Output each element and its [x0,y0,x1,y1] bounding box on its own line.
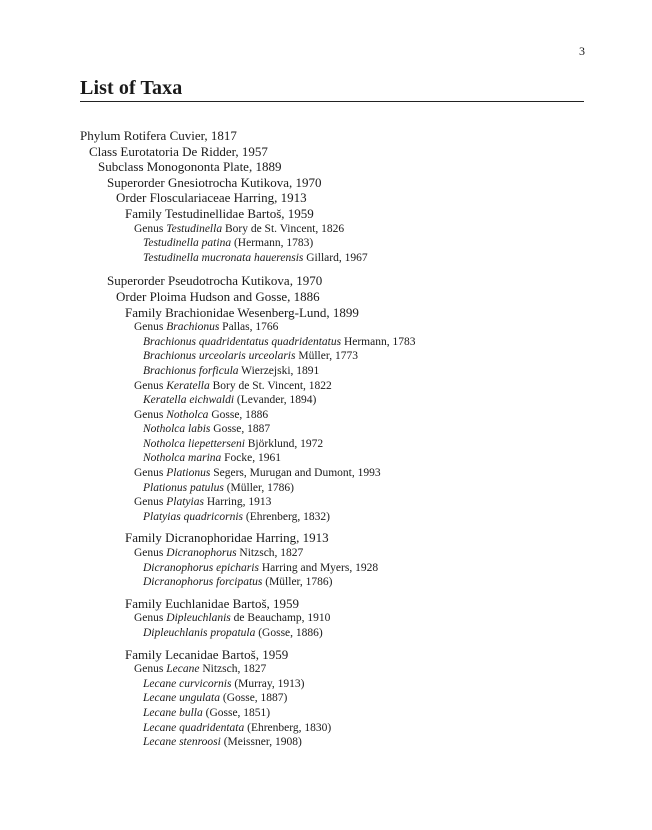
taxon-name: Notholca marina [143,452,222,465]
taxon-entry [80,611,612,626]
taxon-authority: Gosse, 1887 [210,423,271,436]
taxon-entry [80,561,612,576]
taxon-authority: (Gosse, 1887) [219,692,288,705]
taxon-authority: (Ehrenberg, 1830) [244,721,332,734]
taxon-entry [80,393,612,408]
taxon-entry [80,596,612,612]
taxon-rank: Genus [134,379,167,392]
taxon-name: Testudinella [166,222,223,235]
taxon-entry [80,222,612,237]
taxon-entry [80,379,612,394]
taxon-entry [80,159,612,175]
taxon-entry [80,546,612,561]
taxon-name: Brachionidae [165,304,235,320]
taxon-rank: Family [125,646,166,662]
taxon-name: Lecane [166,663,200,676]
taxon-name: Brachionus urceolaris urceolaris [143,350,296,363]
taxon-entry [80,691,612,706]
taxon-name: Brachionus quadridentatus quadridentatus [143,335,342,348]
taxon-authority: de Beauchamp, 1910 [230,612,331,625]
title-rule [80,101,584,102]
taxon-name: Dicranophorus forcipatus [143,576,263,589]
taxon-authority: Kutikova, 1970 [238,273,323,289]
taxon-authority: (Meissner, 1908) [220,736,302,749]
taxon-authority: Focke, 1961 [221,452,281,465]
taxon-entry [80,647,612,663]
taxon-rank: Genus [134,663,167,676]
taxon-entry [80,349,612,364]
taxon-entry [80,408,612,423]
taxon-authority: (Ehrenberg, 1832) [243,510,330,523]
taxon-entry [80,626,612,641]
taxon-name: Notholca liepetterseni [143,437,245,450]
taxon-authority: Müller, 1773 [295,350,358,363]
taxon-name: Gnesiotrocha [168,174,238,190]
taxon-authority: Nitzsch, 1827 [236,547,304,560]
taxon-name: Testudinella mucronata hauerensis [143,251,304,264]
taxon-entry [80,190,612,206]
taxon-name: Notholca [166,408,209,421]
taxon-authority: Bory de St. Vincent, 1826 [222,222,345,235]
taxon-name: Lecanidae [165,646,219,662]
taxon-rank: Genus [134,612,167,625]
taxon-entry [80,175,612,191]
taxon-name: Dicranophorus epicharis [143,561,259,574]
taxon-entry [80,422,612,437]
taxon-entry [80,206,612,222]
taxon-name: Plationus [166,467,211,480]
taxon-authority: (Levander, 1894) [234,394,317,407]
taxon-entry [80,530,612,546]
taxon-authority: (Murray, 1913) [231,677,305,690]
taxon-name: Lecane bulla [143,706,203,719]
taxon-authority: Harring, 1913 [252,530,329,546]
taxon-name: Dicranophoridae [165,530,253,546]
taxon-authority: Hudson and Gosse, 1886 [186,288,320,304]
taxon-rank: Subclass [98,159,147,175]
taxon-name: Dipleuchlanis [166,612,231,625]
taxon-entry [80,251,612,266]
taxon-entry [80,495,612,510]
taxon-authority: De Ridder, 1957 [178,143,268,159]
taxon-rank: Family [125,205,165,221]
taxon-authority: Harring and Myers, 1928 [258,561,379,574]
taxon-rank: Class [89,143,121,159]
taxon-name: Dipleuchlanis propatula [143,627,256,639]
taxon-authority: Wierzejski, 1891 [238,364,320,377]
taxon-entry [80,236,612,251]
taxon-entry [80,510,612,525]
taxon-entry [80,735,612,750]
taxon-name: Dicranophorus [166,547,237,560]
taxon-rank: Genus [134,496,167,509]
taxon-authority: Bory de St. Vincent, 1822 [209,379,332,392]
taxon-name: Rotifera [123,128,167,143]
taxon-rank: Genus [134,222,167,235]
taxon-rank: Superorder [107,174,169,190]
taxon-authority: Björklund, 1972 [244,437,324,450]
taxon-name: Lecane curvicornis [143,677,232,690]
taxon-authority: Bartoš, 1959 [229,595,300,611]
taxon-name: Pseudotrocha [168,273,239,289]
taxon-entry [80,320,612,335]
taxon-entry [80,437,612,452]
taxon-entry [80,662,612,677]
taxon-name: Brachionus [166,321,220,334]
taxon-rank: Genus [134,408,167,421]
taxon-entry [80,451,612,466]
taxon-name: Notholca labis [143,423,211,436]
taxon-authority: Gosse, 1886 [208,408,269,421]
taxon-name: Testudinella patina [143,237,232,250]
taxon-name: Monogononta [146,159,220,175]
taxon-entry [80,289,612,305]
taxon-entry [80,144,612,160]
taxon-rank: Order [116,190,150,206]
taxon-name: Platyias quadricornis [143,510,243,523]
taxon-rank: Family [125,595,166,611]
taxon-entry [80,706,612,721]
taxon-authority: Nitzsch, 1827 [199,663,267,676]
taxon-authority: Harring, 1913 [230,190,307,206]
taxon-name: Lecane ungulata [143,692,220,705]
taxon-entry [80,677,612,692]
page-title: List of Taxa [80,77,183,99]
taxon-authority: (Hermann, 1783) [231,237,314,250]
taxon-name: Keratella eichwaldi [143,394,235,407]
taxon-rank: Family [125,304,166,320]
taxon-authority: Bartoš, 1959 [244,205,314,221]
taxon-rank: Genus [134,321,167,334]
taxon-name: Flosculariaceae [149,190,231,206]
taxon-entry [80,575,612,590]
taxon-name: Euchlanidae [165,595,230,611]
taxon-rank: Order [116,288,150,304]
taxon-name: Lecane stenroosi [143,736,221,749]
taxon-authority: Kutikova, 1970 [237,174,322,190]
taxon-authority: Pallas, 1766 [219,321,279,334]
taxon-authority: Harring, 1913 [203,496,272,509]
taxon-name: Ploima [149,288,187,304]
taxon-authority: Bartoš, 1959 [218,646,289,662]
taxon-name: Platyias [166,496,204,509]
taxon-rank: Phylum [80,128,124,143]
taxon-name: Brachionus forficula [143,364,239,377]
taxon-authority: (Müller, 1786) [223,481,294,494]
taxon-name: Lecane quadridentata [143,721,245,734]
taxon-authority: (Gosse, 1886) [255,627,323,639]
page-number: 3 [579,44,585,58]
taxon-authority: Plate, 1889 [219,159,282,175]
taxon-entry [80,481,612,496]
taxon-entry [80,721,612,736]
taxon-entry [80,335,612,350]
taxon-entry [80,466,612,481]
taxon-rank: Superorder [107,273,169,289]
taxon-authority: Wesenberg-Lund, 1899 [234,304,359,320]
taxon-authority: (Gosse, 1851) [202,706,271,719]
taxon-entry [80,364,612,379]
taxon-name: Keratella [166,379,210,392]
taxon-entry [80,273,612,289]
taxon-authority: Segers, Murugan and Dumont, 1993 [210,467,381,480]
taxon-authority: (Müller, 1786) [262,576,333,589]
taxon-rank: Genus [134,467,167,480]
taxon-name: Testudinellidae [164,205,245,221]
taxon-authority: Cuvier, 1817 [166,128,237,143]
taxon-rank: Family [125,530,166,546]
taxon-name: Plationus patulus [143,481,224,494]
taxon-authority: Gillard, 1967 [303,251,368,264]
taxon-rank: Genus [134,547,167,560]
taxa-list [80,128,612,750]
taxon-authority: Hermann, 1783 [341,335,416,348]
taxon-name: Eurotatoria [120,143,179,159]
taxon-entry [80,128,612,144]
taxon-entry [80,305,612,321]
